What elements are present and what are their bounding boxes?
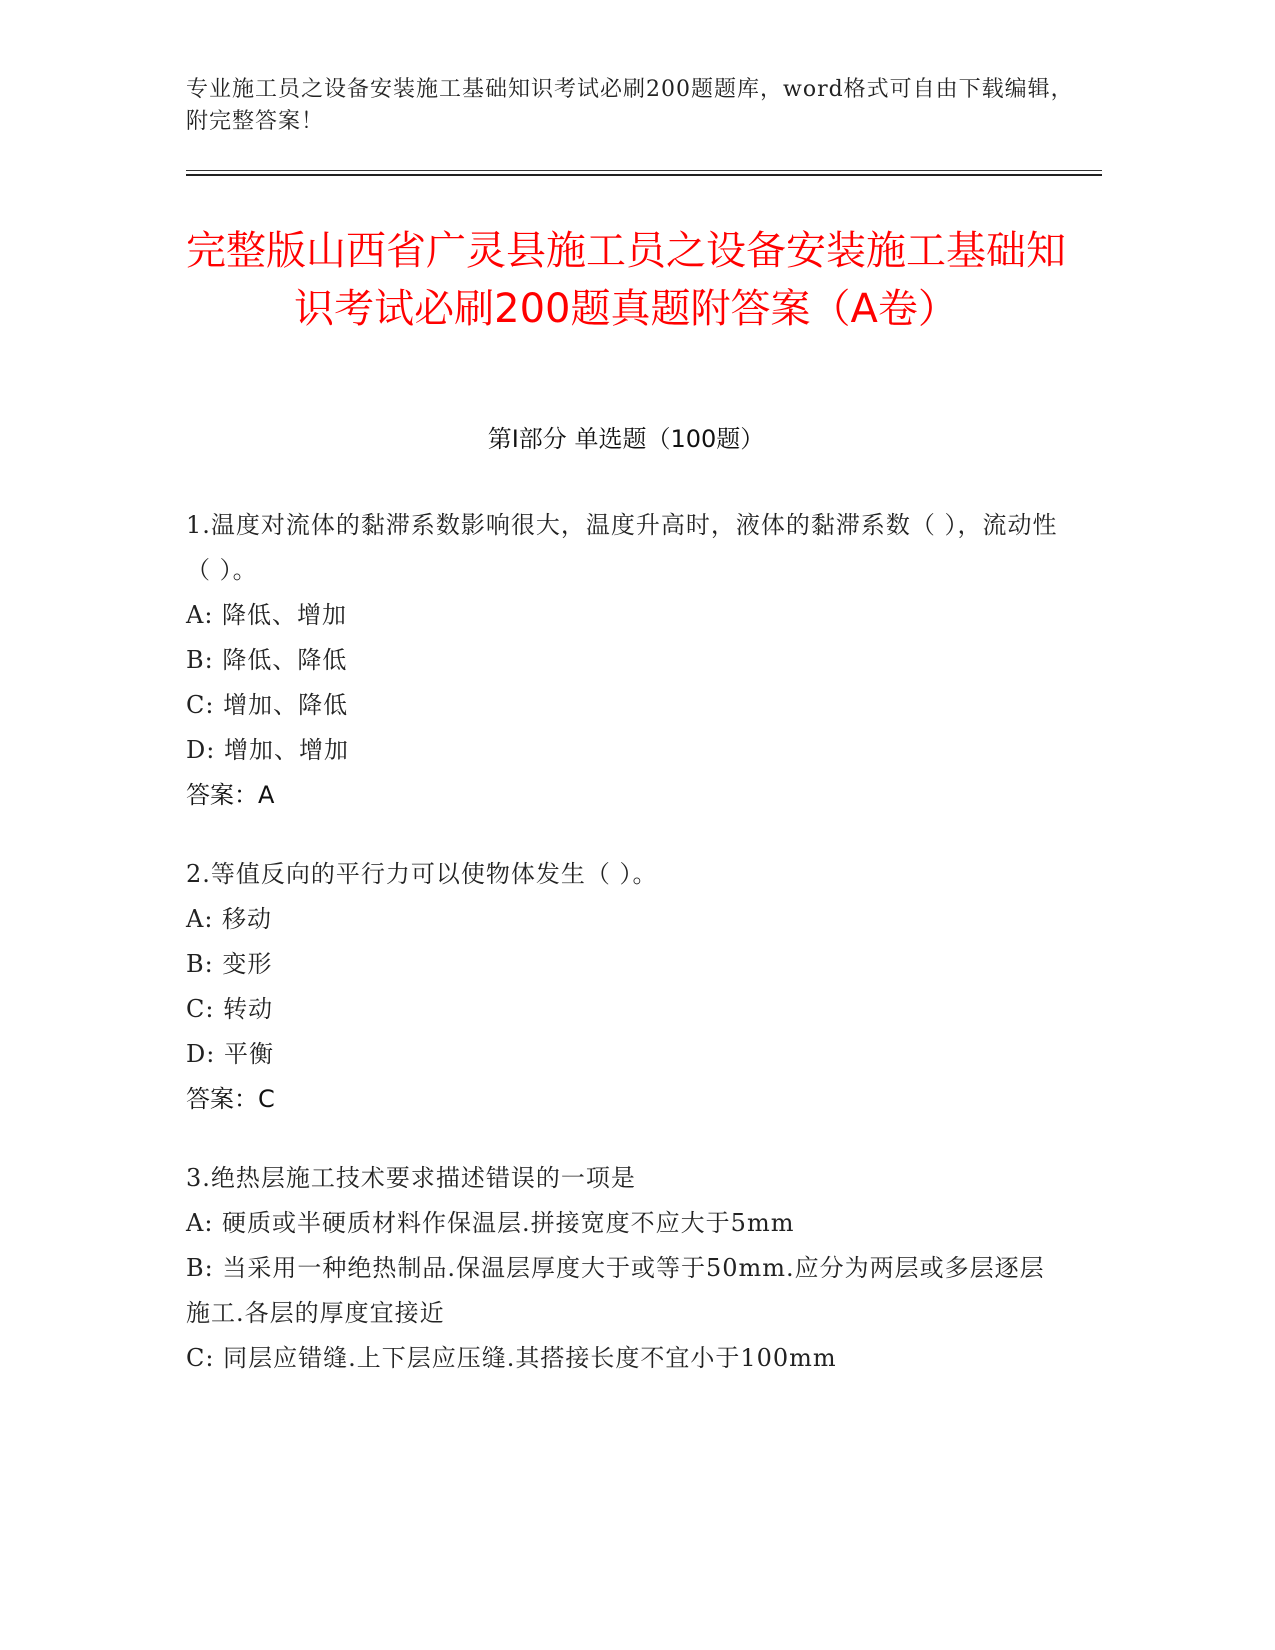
question-1 xyxy=(186,503,1066,818)
option-d: D: 平衡 xyxy=(186,1040,274,1068)
option-c: C: 转动 xyxy=(186,995,274,1023)
section-title: 第I部分 单选题（100题） xyxy=(487,425,765,453)
answer: 答案：A xyxy=(186,781,275,809)
answer: 答案：C xyxy=(186,1085,275,1113)
header-note: 专业施工员之设备安装施工基础知识考试必刷200题题库，word格式可自由下载编辑，附完整答案！ xyxy=(186,77,1074,134)
option-d: D: 增加、增加 xyxy=(186,736,349,764)
option-b: B: 降低、降低 xyxy=(186,646,348,674)
question-stem: 2.等值反向的平行力可以使物体发生（ ）。 xyxy=(186,860,658,888)
question-2 xyxy=(186,852,1066,1122)
option-a: A: 硬质或半硬质材料作保温层.拼接宽度不应大于5mm xyxy=(186,1209,795,1237)
option-b: B: 变形 xyxy=(186,950,273,978)
header-rule-thick xyxy=(186,174,1102,176)
question-stem: 1.温度对流体的黏滞系数影响很大，温度升高时，液体的黏滞系数（ ），流动性（ ）。 xyxy=(186,511,1058,584)
option-b: B: 当采用一种绝热制品.保温层厚度大于或等于50mm.应分为两层或多层逐层施工.各层的厚度宜接近 xyxy=(186,1254,1045,1327)
option-a: A: 移动 xyxy=(186,905,273,933)
option-a: A: 降低、增加 xyxy=(186,601,348,629)
document-title: 完整版山西省广灵县施工员之设备安装施工基础知识考试必刷200题真题附答案（A卷） xyxy=(186,228,1066,332)
question-3 xyxy=(186,1156,1066,1381)
option-c: C: 同层应错缝.上下层应压缝.其搭接长度不宜小于100mm xyxy=(186,1344,837,1372)
option-c: C: 增加、降低 xyxy=(186,691,349,719)
question-stem: 3.绝热层施工技术要求描述错误的一项是 xyxy=(186,1164,636,1192)
header-rule-thin xyxy=(186,170,1102,171)
